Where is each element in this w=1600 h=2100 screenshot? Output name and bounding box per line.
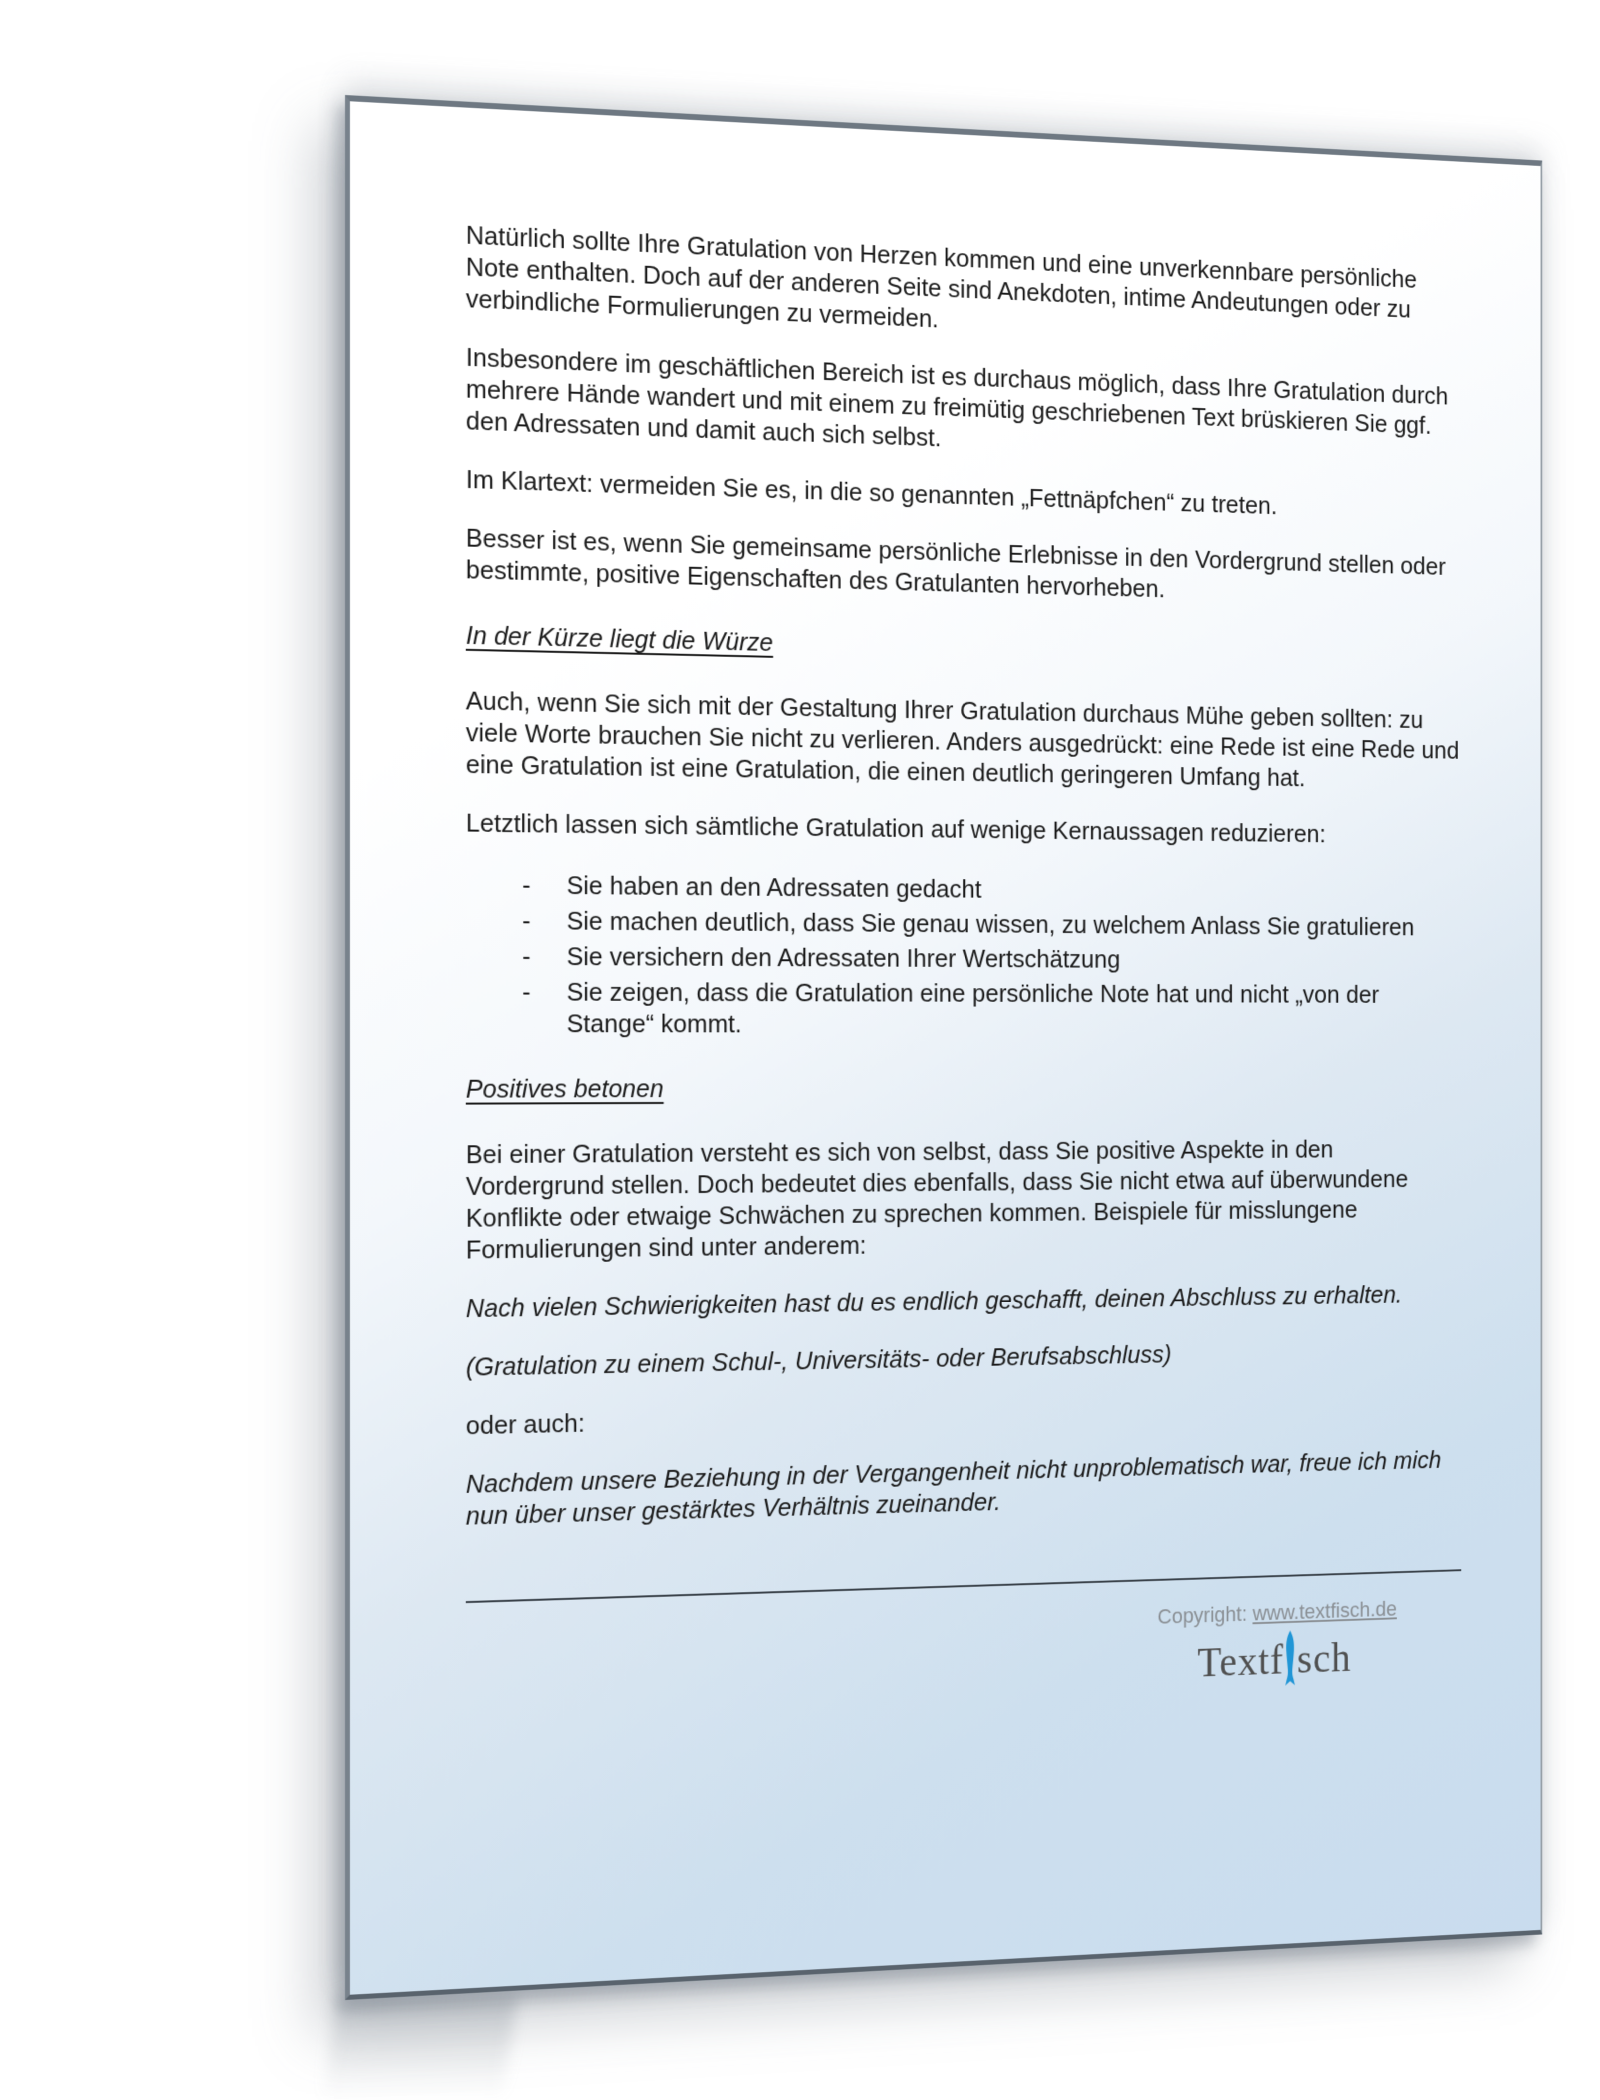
sheet-reflection [323,1995,518,2100]
subheading-kuerze: In der Kürze liegt die Würze [465,619,774,657]
paragraph-intro: Natürlich sollte Ihre Gratulation von Herzen kommen und eine unverkennbare persönliche Note enthalten. Doch auf der anderen Seite sind Anekdoten, intime Andeutungen oder zu verbindliche Formulierungen zu vermeiden. [465,219,1417,334]
bullet-dash: - [522,869,531,900]
bullet-text: Sie haben an den Adressaten gedacht [566,870,982,904]
paragraph-klartext: Im Klartext: vermeiden Sie es, in die so genannten „Fettnäpfchen“ zu treten. [465,464,1278,520]
copyright-link[interactable]: www.textfisch.de [1252,1596,1397,1626]
bullet-list [466,868,1461,1039]
logo-text-after: sch [1297,1633,1352,1683]
bullet-text: Sie versichern den Adressaten Ihrer Wertschätzung [566,941,1121,974]
bullet-item [522,940,1461,976]
paragraph-besser: Besser ist es, wenn Sie gemeinsame persönliche Erlebnisse in den Vordergrund stellen oder bestimmte, positive Eigenschaften des Gratulanten hervorheben. [465,522,1446,603]
bullet-dash: - [522,905,531,936]
example-quote-1-note: (Gratulation zu einem Schul-, Universitäts- oder Berufsabschluss) [465,1339,1172,1382]
bullet-text: Sie machen deutlich, dass Sie genau wissen, zu welchem Anlass Sie gratulieren [566,905,1415,941]
paragraph-kernaussagen: Letztlich lassen sich sämtliche Gratulation auf wenige Kernaussagen reduzieren: [465,807,1326,848]
paragraph-positive-aspekte: Bei einer Gratulation versteht es sich von selbst, dass Sie positive Aspekte in den Vordergrund stellen. Doch bedeutet dies ebenfalls, dass Sie nicht etwa auf überwundene Konflikte oder etwaige Schwächen zu sprechen kommen. Beispiele für misslungene Formulierungen sind unter anderem: [465,1134,1409,1265]
logo-text-before: Textf [1197,1636,1284,1687]
bullet-dash: - [522,941,531,971]
document-content [350,101,1541,1994]
example-quote-1: Nach vielen Schwierigkeiten hast du es endlich geschafft, deinen Abschluss zu erhalten. [465,1279,1403,1324]
document-sheet [345,95,1542,2000]
footer [466,1592,1461,1719]
bullet-dash: - [522,976,531,1007]
bullet-item [522,869,1461,909]
bullet-item [522,976,1461,1040]
example-quote-2: Nachdem unsere Beziehung in der Vergangenheit nicht unproblematisch war, freue ich mich nun über unser gestärktes Verhältnis zueinander. [465,1445,1442,1531]
paragraph-business: Insbesondere im geschäftlichen Bereich ist es durchaus möglich, dass Ihre Gratulation durch mehrere Hände wandert und mit einem zu freimütig geschriebenen Text brüskieren Sie ggf. den Adressaten und damit auch sich selbst. [465,341,1449,453]
copyright-label: Copyright: [1157,1601,1253,1629]
bullet-text: Sie zeigen, dass die Gratulation eine persönliche Note hat und nicht „von der Stange“ kommt. [566,976,1379,1039]
paragraph-gestaltung: Auch, wenn Sie sich mit der Gestaltung Ihrer Gratulation durchaus Mühe geben sollten: zu viele Worte brauchen Sie nicht zu verlieren. Anders ausgedrückt: eine Rede ist eine Rede und eine Gratulation ist eine Gratulation, die einen deutlich geringeren Umfang hat. [465,685,1460,792]
connector-text: oder auch: [465,1407,585,1441]
subheading-positives: Positives betonen [465,1073,664,1104]
bullet-item [522,904,1461,942]
